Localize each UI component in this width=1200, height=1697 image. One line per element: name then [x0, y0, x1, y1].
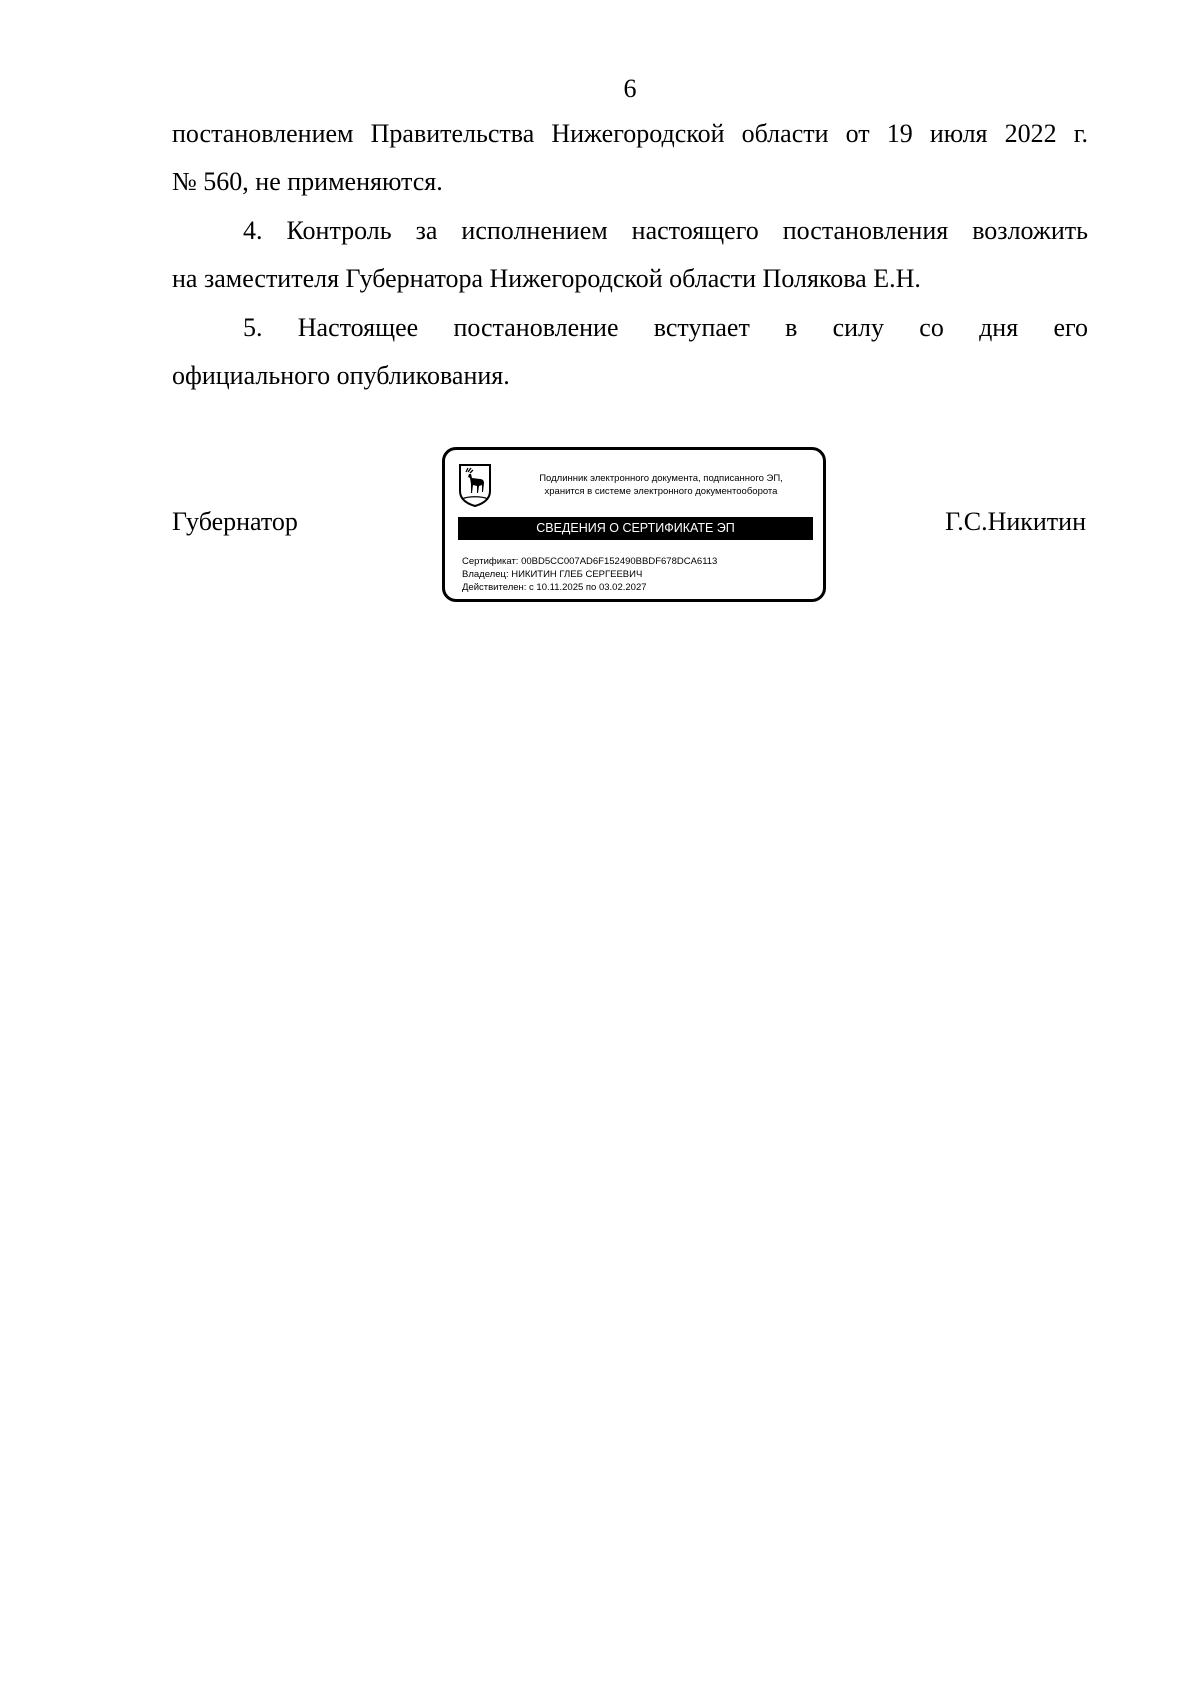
certificate-owner: Владелец: НИКИТИН ГЛЕБ СЕРГЕЕВИЧ — [462, 569, 643, 580]
page-number: 6 — [623, 74, 637, 103]
signatory-name: Г.С.Никитин — [945, 507, 1086, 536]
paragraph-line: на заместителя Губернатора Нижегородской области Полякова Е.Н. — [172, 264, 921, 293]
stamp-header-line: хранится в системе электронного документооборота — [544, 486, 778, 497]
electronic-signature-stamp — [442, 447, 826, 602]
certificate-validity: Действителен: с 10.11.2025 по 03.02.2027 — [462, 582, 647, 593]
coat-of-arms-icon — [458, 463, 492, 507]
signatory-position: Губернатор — [172, 507, 298, 536]
stamp-header — [503, 472, 819, 498]
certificate-details — [462, 555, 717, 594]
paragraph-line: 5. Настоящее постановление вступает в силу со дня его — [243, 313, 1088, 342]
paragraph-line: № 560, не применяются. — [172, 167, 443, 196]
paragraph-line: официального опубликования. — [172, 361, 510, 390]
paragraph-line: постановлением Правительства Нижегородской области от 19 июля 2022 г. — [172, 119, 1088, 148]
paragraph-item-5 — [172, 304, 1088, 400]
paragraph-item-4 — [172, 207, 1088, 303]
certificate-number: Сертификат: 00BD5CC007AD6F152490BBDF678DCA6113 — [462, 556, 718, 567]
stamp-header-line: Подлинник электронного документа, подписанного ЭП, — [539, 473, 783, 484]
paragraph-continuation — [172, 110, 1088, 206]
paragraph-line: 4. Контроль за исполнением настоящего постановления возложить — [243, 216, 1088, 245]
stamp-title-bar: СВЕДЕНИЯ О СЕРТИФИКАТЕ ЭП — [458, 517, 813, 540]
